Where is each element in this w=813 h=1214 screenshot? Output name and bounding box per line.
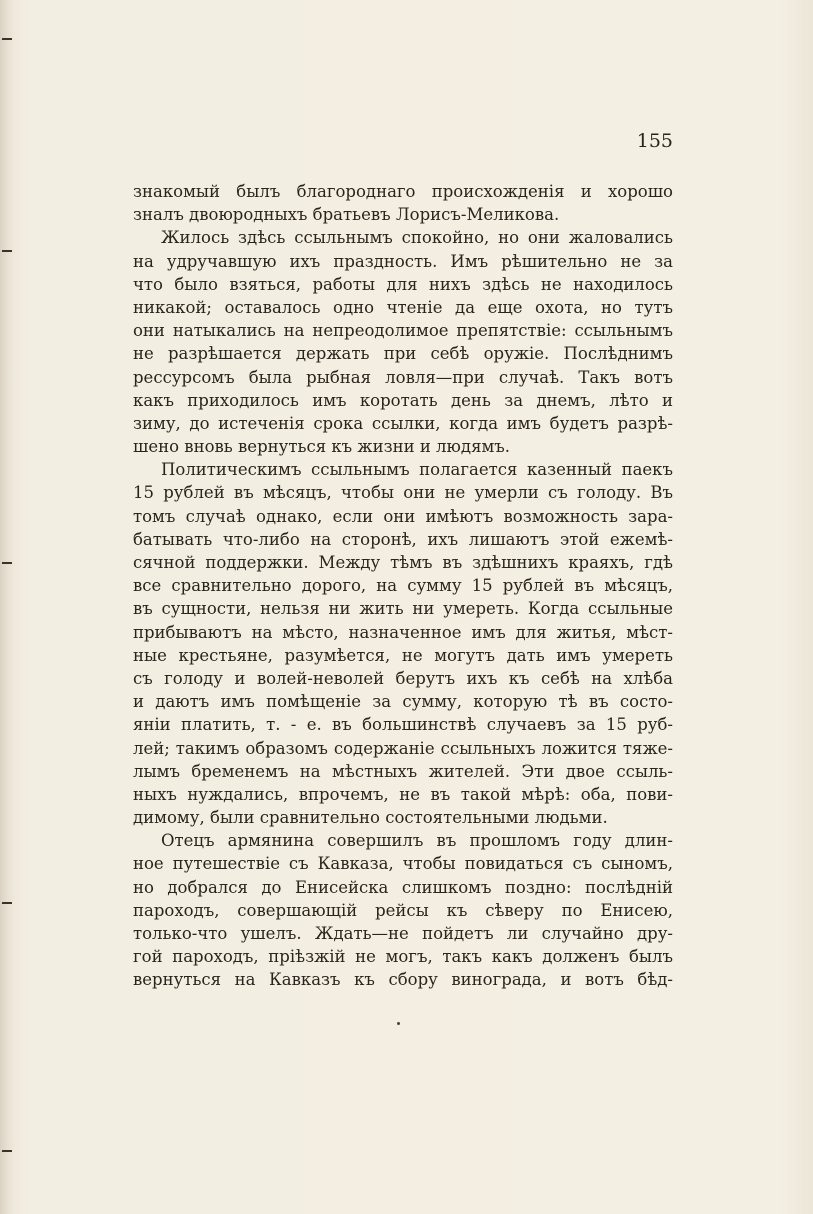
text-line: сячной поддержки. Между тѣмъ въ здѣшнихъ краяхъ, гдѣ xyxy=(133,553,673,572)
margin-mark xyxy=(2,902,12,904)
text-line: ные крестьяне, разумѣется, не могутъ дать имъ умереть xyxy=(133,645,673,665)
paragraph xyxy=(133,226,673,458)
text-line: что было взяться, работы для нихъ здѣсь не находилось xyxy=(133,274,673,294)
text-line: знакомый былъ благороднаго происхожденія и хорошо xyxy=(133,182,673,201)
ink-dot xyxy=(397,1022,400,1025)
margin-mark xyxy=(2,562,12,564)
text-line: зиму, до истеченія срока ссылки, когда имъ будетъ разрѣ- xyxy=(133,413,673,433)
page-number: 155 xyxy=(636,130,673,152)
text-line: прибываютъ на мѣсто, назначенное имъ для житья, мѣст- xyxy=(133,622,673,642)
text-line: никакой; оставалось одно чтеніе да еще охота, но тутъ xyxy=(133,297,673,317)
text-line: яніи платить, т. - е. въ большинствѣ случаевъ за 15 руб- xyxy=(133,715,673,735)
text-line: лей; такимъ образомъ содержаніе ссыльныхъ ложится тяже- xyxy=(133,738,673,758)
text-line: пароходъ, совершающій рейсы къ сѣверу по Енисею, xyxy=(133,900,673,920)
paragraph xyxy=(133,458,673,829)
text-line: димому, были сравнительно состоятельными людьми. xyxy=(133,808,608,828)
text-line: 15 рублей въ мѣсяцъ, чтобы они не умерли съ голоду. Въ xyxy=(133,483,673,503)
text-line: не разрѣшается держать при себѣ оружіе. Послѣднимъ xyxy=(133,344,673,364)
text-line: въ сущности, нельзя ни жить ни умереть. Когда ссыльные xyxy=(133,599,673,619)
text-line: томъ случаѣ однако, если они имѣютъ возможность зара- xyxy=(133,506,673,526)
text-line: вернуться на Кавказъ къ сбору винограда, и вотъ бѣд- xyxy=(133,970,673,990)
body-text xyxy=(133,180,673,992)
text-line: лымъ бременемъ на мѣстныхъ жителей. Эти двое ссыль- xyxy=(133,761,673,781)
text-line: гой пароходъ, пріѣзжій не могъ, такъ какъ долженъ былъ xyxy=(133,947,673,967)
text-line: шено вновь вернуться къ жизни и людямъ. xyxy=(133,437,511,457)
margin-mark xyxy=(2,38,12,40)
text-line: Политическимъ ссыльнымъ полагается казенный паекъ xyxy=(161,460,673,480)
margin-mark xyxy=(2,250,12,252)
text-line: но добрался до Енисейска слишкомъ поздно: послѣдній xyxy=(133,877,673,897)
paragraph xyxy=(133,829,673,991)
text-line: ное путешествіе съ Кавказа, чтобы повидаться съ сыномъ, xyxy=(133,854,673,874)
text-line: Отецъ армянина совершилъ въ прошломъ году длин- xyxy=(161,831,673,851)
binding-edge xyxy=(0,0,14,1214)
text-line: на удручавшую ихъ праздность. Имъ рѣшительно не за xyxy=(133,251,673,271)
paragraph xyxy=(133,180,673,226)
margin-mark xyxy=(2,1150,12,1152)
text-line: только-что ушелъ. Ждать—не пойдетъ ли случайно дру- xyxy=(133,924,673,943)
text-line: ныхъ нуждались, впрочемъ, не въ такой мѣрѣ: оба, пови- xyxy=(133,784,673,804)
text-line: и даютъ имъ помѣщеніе за сумму, которую тѣ въ состо- xyxy=(133,692,673,712)
text-line: Жилось здѣсь ссыльнымъ спокойно, но они жаловались xyxy=(161,228,673,248)
text-line: зналъ двоюродныхъ братьевъ Лорисъ-Меликова. xyxy=(133,205,560,225)
text-line: съ голоду и волей-неволей берутъ ихъ къ себѣ на хлѣба xyxy=(133,668,673,688)
text-line: все сравнительно дорого, на сумму 15 рублей въ мѣсяцъ, xyxy=(133,576,673,596)
text-line: батывать что-либо на сторонѣ, ихъ лишаютъ этой ежемѣ- xyxy=(133,529,673,549)
text-line: рессурсомъ была рыбная ловля—при случаѣ. Такъ вотъ xyxy=(133,367,673,387)
text-line: они натыкались на непреодолимое препятствіе: ссыльнымъ xyxy=(133,321,673,341)
text-line: какъ приходилось имъ коротать день за днемъ, лѣто и xyxy=(133,390,673,410)
